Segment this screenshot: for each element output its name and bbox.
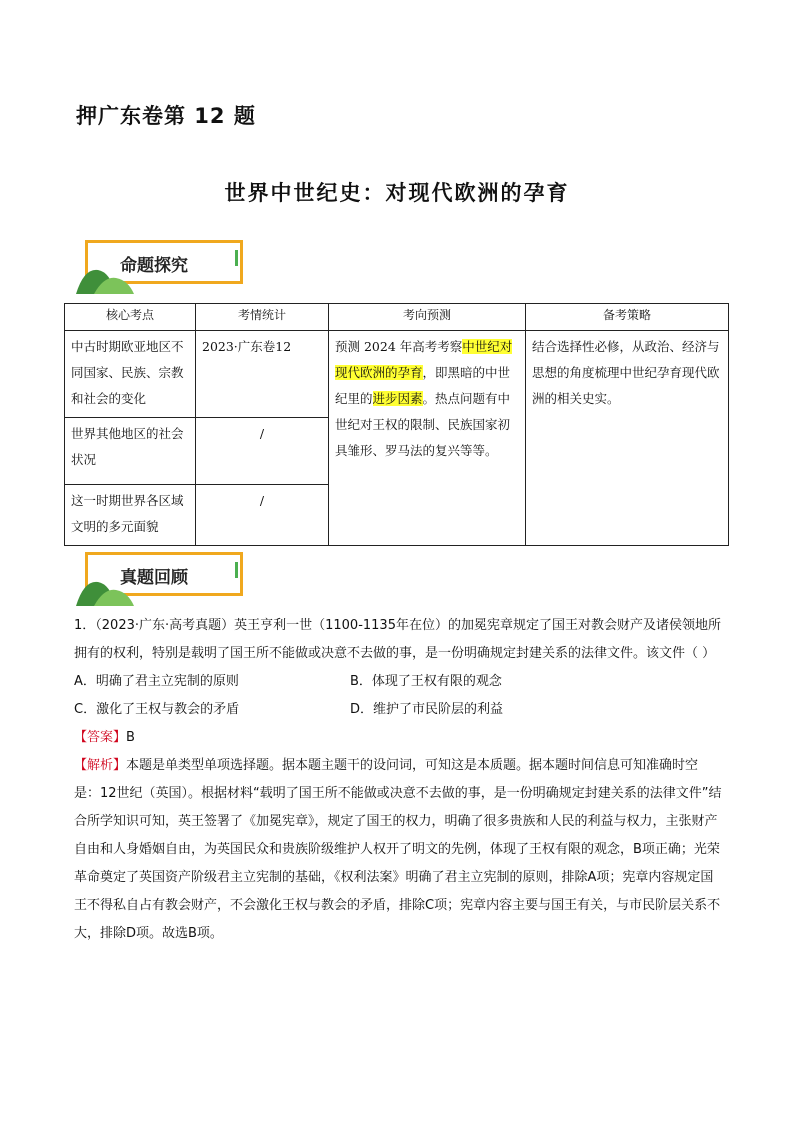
badge-tick xyxy=(235,562,238,578)
highlight: 进步因素 xyxy=(372,391,423,406)
section-label: 真题回顾 xyxy=(120,568,188,588)
answer-value: B xyxy=(126,730,135,745)
subject-title: 世界中世纪史：对现代欧洲的孕育 xyxy=(224,181,570,205)
analysis-text: 本题是单类型单项选择题。据本题主题干的设问词，可知这是本质题。据本题时间信息可知准确时空是：12世纪（英国）。根据材料“载明了国王所不能做或决意不去做的事，是一份明确规定封建关系的法律文件”结合所学知识可知，英王签署了《加冕宪章》，规定了国王的权力，明确了很多贵族和人民的利益与权力，主张财产自由和人身婚姻自由，为英国民众和贵族阶级维护人权开了明文的先例，体现了王权有限的观念，B项正确；光荣革命奠定了英国资产阶级君主立宪制的基础，《权利法案》明确了君主立宪制的原则，排除A项；宪章内容规定国王不得私自占有教会财产，不会激化王权与教会的矛盾，排除C项；宪章内容主要与国王有关，与市民阶层关系不大，排除D项。故选B项。 xyxy=(74,758,722,941)
table-header: 考向预测 xyxy=(329,304,526,331)
analysis-paragraph xyxy=(74,752,724,948)
answer-label: 【答案】 xyxy=(74,730,127,745)
strategy-cell: 结合选择性必修，从政治、经济与思想的角度梳理中世纪孕育现代欧洲的相关史实。 xyxy=(526,331,729,546)
section-label: 命题探究 xyxy=(120,256,188,276)
prediction-cell: 预测 2024 年高考考察中世纪对现代欧洲的孕育，即黑暗的中世纪里的进步因素。热点问题有中世纪对王权的限制、民族国家初具雏形、罗马法的复兴等等。 xyxy=(329,331,526,546)
table-header: 核心考点 xyxy=(65,304,196,331)
question-stem: 1．（2023·广东·高考真题）英王亨利一世（1100-1135年在位）的加冕宪章规定了国王对教会财产及诸侯领地所拥有的权利，特别是载明了国王所不能做或决意不去做的事，是一份明确规定封建关系的法律文件。该文件（ ） xyxy=(74,618,721,661)
option-d: D．维护了市民阶层的利益 xyxy=(350,702,504,717)
question-block xyxy=(74,612,724,948)
core-point-cell: 中古时期欧亚地区不同国家、民族、宗教和社会的变化 xyxy=(65,331,196,418)
table-header: 考情统计 xyxy=(196,304,329,331)
stat-cell: / xyxy=(196,418,329,485)
badge-tick xyxy=(235,250,238,266)
page-title: 押广东卷第 12 题 xyxy=(76,104,256,128)
stat-cell: / xyxy=(196,485,329,546)
options-row xyxy=(74,668,724,696)
analysis-label: 【解析】 xyxy=(74,758,127,773)
answer-line xyxy=(74,724,724,752)
option-b: B．体现了王权有限的观念 xyxy=(350,674,502,689)
table-header: 备考策略 xyxy=(526,304,729,331)
exam-table xyxy=(64,303,729,546)
core-point-cell: 世界其他地区的社会状况 xyxy=(65,418,196,485)
options-row xyxy=(74,696,724,724)
section-badge-review xyxy=(76,550,248,606)
section-badge-explore xyxy=(76,238,248,294)
option-a: A．明确了君主立宪制的原则 xyxy=(74,674,239,689)
highlight: 中世纪对现代欧洲的孕育 xyxy=(335,339,513,380)
core-point-cell: 这一时期世界各区域文明的多元面貌 xyxy=(65,485,196,546)
table-row xyxy=(65,331,729,418)
option-c: C．激化了王权与教会的矛盾 xyxy=(74,702,240,717)
table-header-row xyxy=(65,304,729,331)
stat-cell: 2023·广东卷12 xyxy=(196,331,329,418)
